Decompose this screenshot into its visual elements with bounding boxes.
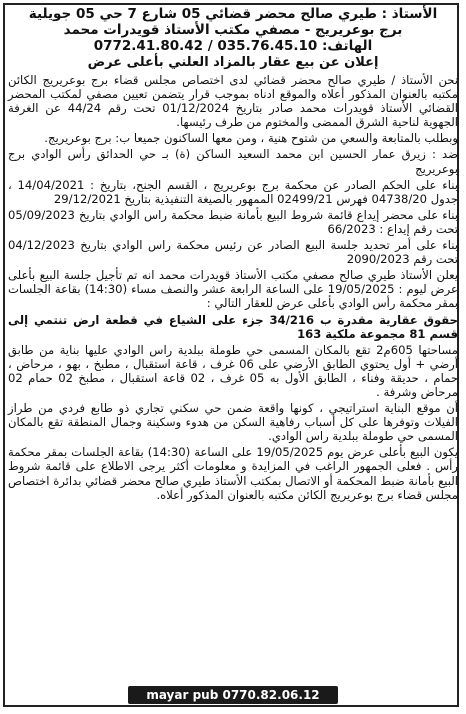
bailiff-header bbox=[8, 6, 458, 54]
paragraph-intro: نحن الأستاذ / طيري صالح محضر قضائي لدى اختصاص مجلس قضاء برج بوعريريج الكائن مكتبه بالعنوان المذكور أعلاه والموقع ادناه بموجب قرار يتضمن تعيين مصفي لمكتب المحضر القضائي الأستاذ قويدرات محمد صادر بتاريخ 01/12/2024 تحت رقم 44/24 عن الغرفة الجهوية لناحية الشرق الممضى والمختوم من طرف رئيسها. bbox=[8, 73, 458, 130]
paragraph-judgment: بناء على الحكم الصادر عن محكمة برج بوعريريج ، القسم الجنح، بتاريخ : 14/04/2021 ، جدول 04738/20 فهرس 02499/21 الممهور بالصيغة التنفيذية بتاريخ 29/12/2021 bbox=[8, 177, 458, 206]
header-line-2: برج بوعريريج - مصفي مكتب الأستاذ قويدرات محمد bbox=[63, 22, 403, 38]
publisher-footer: mayar pub 0770.82.06.12 bbox=[128, 686, 338, 704]
header-phone-line: الهاتف: 035.76.45.10 / 0772.41.80.42 bbox=[93, 38, 373, 54]
announcement-title: إعلان عن بيع عقار بالمزاد العلني بأعلى عرض bbox=[87, 55, 379, 70]
paragraph-defendant: ضد : زيرق عمار الحسين ابن محمد السعيد الساكن (ة) بـ حي الحدائق رأس الوادي برج بوعريريج bbox=[8, 147, 458, 176]
announcement-body bbox=[8, 6, 458, 504]
paragraph-sale-details: يكون البيع بأعلى عرض يوم 19/05/2025 على الساعة (14:30) بقاعة الجلسات بمقر محكمة رأس . فعلى الجمهور الراغب في المزايدة و معلومات أكثر يرجى الاطلاع على قائمة شروط البيع بأمانة ضبط المحكمة أو الاتصال بمكتب الأستاذ طيري صالح محضر قضائي بدائرة اختصاص مجلس قضاء برج بوعريريج الكائن مكتبه بالعنوان المذكور أعلاه. bbox=[8, 445, 458, 502]
paragraph-deposit: بناء على محضر إيداع قائمة شروط البيع بأمانة ضبط محكمة راس الوادي بتاريخ 05/09/2023 تحت رقم إيداع : 66/2023 bbox=[8, 207, 458, 236]
header-line-1: الأستاذ : طيري صالح محضر قضائي 05 شارع 7 حي 05 جويلية bbox=[28, 6, 438, 22]
paragraph-order: بناء على أمر تحديد جلسة البيع الصادر عن رئيس محكمة راس الوادي بتاريخ 04/12/2023 تحت رقم 2090/2023 bbox=[8, 238, 458, 267]
paragraph-requester: وبطلب بالمتابعة والسعي من شتوح هنية ، ومن معها الساكنون جميعا ب: برج بوعريريج. bbox=[44, 131, 458, 146]
paragraph-property-rights: حقوق عقارية مقدرة ب 34/216 جزء على الشياع في قطعة ارض تنتمي إلى قسم 81 مجموعة ملكية 163 bbox=[8, 312, 458, 341]
paragraph-postponement: يعلن الأستاذ طيري صالح مصفي مكتب الأستاذ قويدرات محمد انه تم تأجيل جلسة البيع بأعلى عرض ليوم : 19/05/2025 على الساعة الرابعة عشر والنصف مساء (14:30) بقاعة الجلسات بمقر محكمة رأس الوادي بأعلى عرض للعقار التالي : bbox=[8, 268, 458, 311]
paragraph-location: أن موقع البناية استراتيجي ، كونها واقعة ضمن حي سكني تجاري ذو طابع فردي من طراز الفيلات وتوفرها على كل أسباب رفاهية السكن من هدوء وسكينة وجمال المنطقة تقع بالمكان المسمى حي طوملة ببلدية راس الوادي. bbox=[8, 401, 458, 444]
paragraph-property-description: مساحتها 605م2 تقع بالمكان المسمى حي طوملة ببلدية راس الوادي عليها بناية من طابق أرضي + أول يحتوي الطابق الأرضي على 06 غرف ، قاعة استقبال ، مطبخ ، بهو ، مرحاض ، حمام ، حديقة وفناء ، الطابق الأول به 05 غرف ، 02 قاعة استقبال ، مطبخ 02 حمام 02 مرحاض وشرفة . bbox=[8, 342, 458, 399]
